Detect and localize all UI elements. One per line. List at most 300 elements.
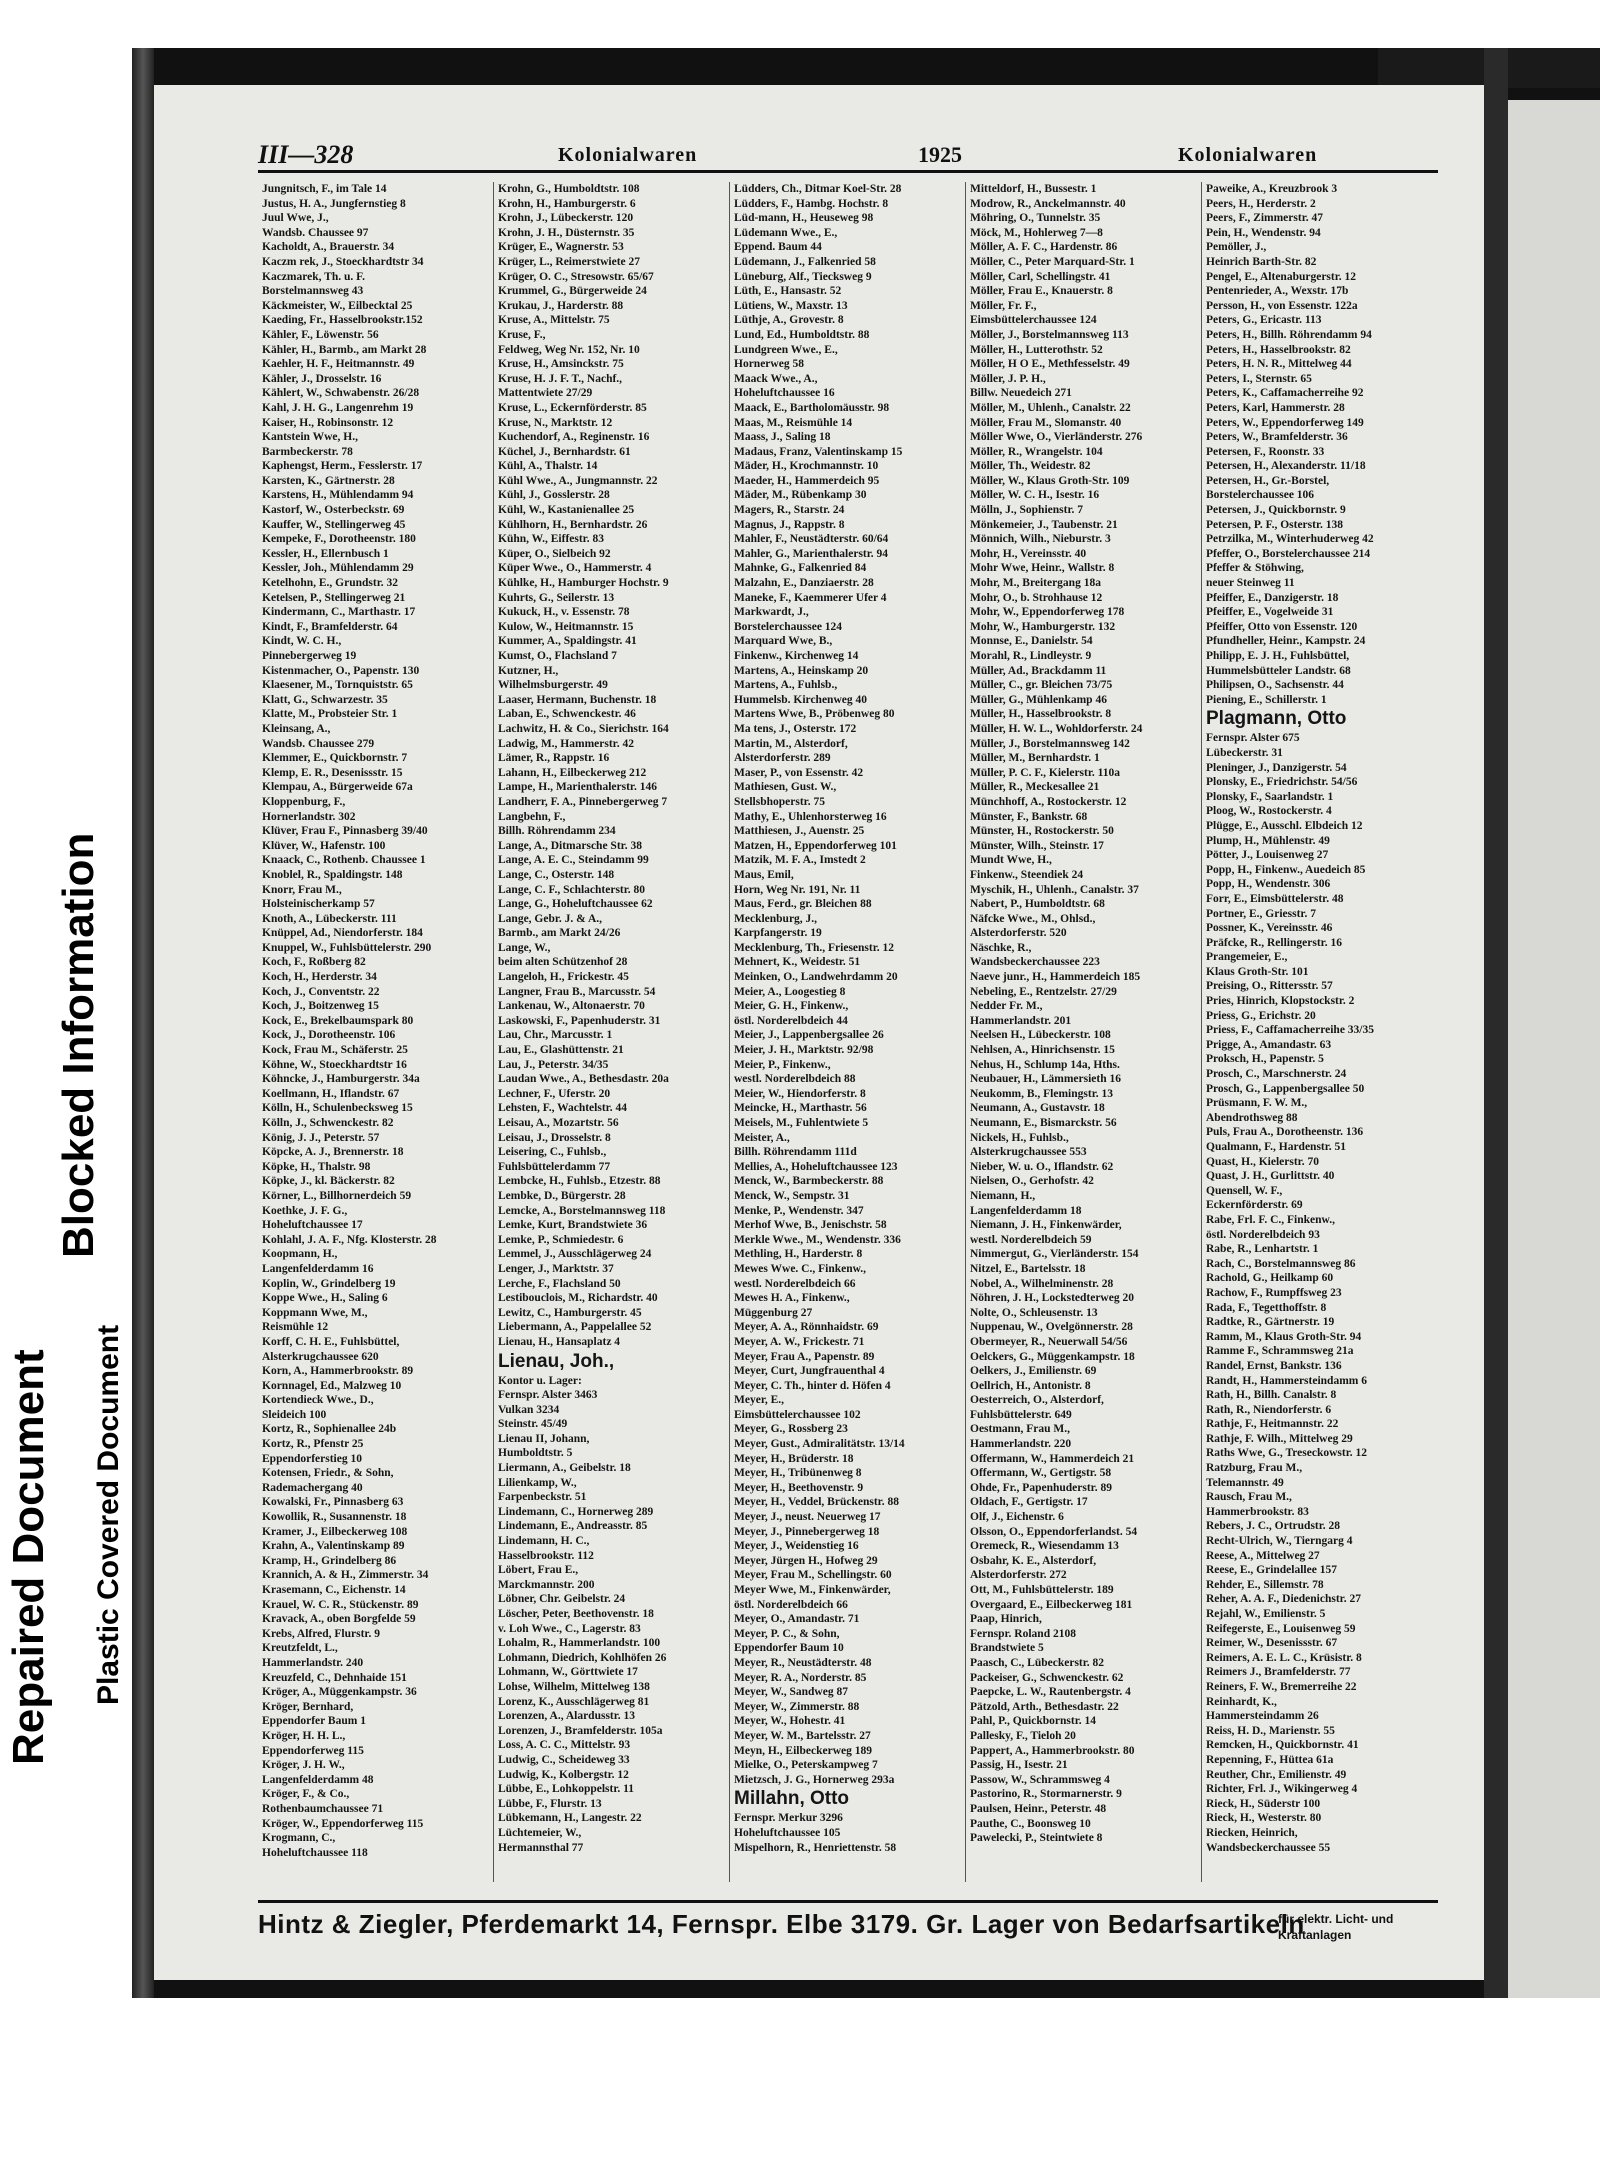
directory-entry: Lemke, Kurt, Brandstwiete 36 (498, 1219, 648, 1232)
directory-entry: Oesterreich, O., Alsterdorf, (970, 1394, 1104, 1407)
directory-entry: Maeder, H., Hammerdeich 95 (734, 474, 880, 487)
directory-entry: Mäder, H., Krochmannstr. 10 (734, 460, 879, 473)
directory-entry: Reinhardt, K., (1206, 1695, 1277, 1708)
directory-entry: Kruse, H. J. F. T., Nachf., (498, 372, 623, 385)
directory-entry: Paulsen, Heinr., Peterstr. 48 (970, 1802, 1107, 1815)
directory-entry: Meyer, Curt, Jungfrauenthal 4 (734, 1365, 885, 1378)
directory-entry: Neumann, E., Bismarckstr. 56 (970, 1117, 1117, 1129)
directory-entry: Langbehn, F., (498, 810, 566, 823)
directory-entry: Koch, H., Herderstr. 34 (262, 971, 377, 984)
directory-entry: Meyer, E., (734, 1394, 785, 1407)
directory-entry: Möller, J. P. H., (970, 372, 1046, 385)
directory-entry: Neubauer, H., Lämmersieth 16 (970, 1073, 1121, 1086)
directory-entry: Lund, Ed., Humboldtstr. 88 (734, 328, 870, 341)
directory-entry: Meyer, A. W., Frickestr. 71 (734, 1335, 865, 1348)
directory-entry: Ohde, Fr., Papenhuderstr. 89 (970, 1481, 1112, 1494)
directory-entry: Lemke, P., Schmiedestr. 6 (498, 1233, 624, 1246)
directory-entry: Martin, M., Alsterdorf, (734, 737, 848, 750)
directory-entry: Klempau, A., Bürgerweide 67a (262, 781, 413, 794)
directory-column (258, 182, 494, 1882)
directory-entry: Krohn, G., Humboldtstr. 108 (498, 183, 640, 195)
directory-entry: Pengel, E., Altenaburgerstr. 12 (1206, 270, 1357, 283)
directory-entry: Kühl, A., Thalstr. 14 (498, 460, 598, 473)
directory-entry: Meyer, Jürgen H., Hofweg 29 (734, 1554, 878, 1567)
directory-entry: Hermannsthal 77 (498, 1841, 584, 1854)
directory-entry: Rothenbaumchaussee 71 (262, 1802, 384, 1815)
directory-entry: Körner, L., Billhornerdeich 59 (262, 1189, 412, 1202)
directory-entry: Lüdders, F., Hambg. Hochstr. 8 (734, 197, 889, 210)
directory-entry: Klatt, G., Schwarzestr. 35 (262, 693, 388, 706)
directory-entry: Hammerlandstr. 240 (262, 1656, 364, 1669)
directory-entry: Randel, Ernst, Bankstr. 136 (1206, 1359, 1342, 1372)
directory-entry: Löbner, Chr. Geibelstr. 24 (498, 1593, 626, 1606)
directory-entry: Mohr, O., b. Strohhause 12 (970, 591, 1103, 604)
directory-entry: Nimmergut, G., Vierländerstr. 154 (970, 1248, 1139, 1261)
year-label: 1925 (918, 142, 962, 167)
directory-entry: Billh. Röhrendamm 234 (498, 825, 616, 838)
directory-entry: Kuchendorf, A., Reginenstr. 16 (498, 431, 650, 444)
directory-entry: Kühl, J., Gosslerstr. 28 (498, 489, 610, 502)
directory-entry: Hornerweg 58 (734, 358, 804, 371)
directory-entry: Kornnagel, Ed., Malzweg 10 (262, 1379, 402, 1392)
directory-entry: Langeloh, H., Frickestr. 45 (498, 971, 629, 984)
directory-entry: Lilienkamp, W., (498, 1476, 577, 1489)
directory-entry: Kistenmacher, O., Papenstr. 130 (262, 664, 420, 677)
directory-page (154, 85, 1484, 1980)
directory-entry: Meier, P., Finkenw., (734, 1058, 831, 1071)
directory-entry: Meier, W., Hiendorferstr. 8 (734, 1087, 866, 1100)
directory-entry: Meyer, Frau M., Schellingstr. 60 (734, 1569, 892, 1582)
directory-entry: Mecklenburg, Th., Friesenstr. 12 (734, 941, 895, 954)
directory-entry: Laudan Wwe., A., Bethesdastr. 20a (498, 1073, 669, 1086)
directory-entry: Meyer, H., Beethovenstr. 9 (734, 1481, 864, 1494)
directory-entry: Kuhrts, G., Seilerstr. 13 (498, 591, 615, 604)
directory-entry: Kleinsang, A., (262, 722, 331, 735)
directory-entry: Meisels, M., Fuhlentwiete 5 (734, 1117, 869, 1129)
directory-entry: Lohse, Wilhelm, Mittelweg 138 (498, 1680, 650, 1693)
directory-entry: Rejahl, W., Emilienstr. 5 (1206, 1608, 1326, 1620)
directory-entry: Lange, W., (498, 941, 551, 954)
directory-entry: Kindt, W. C. H., (262, 635, 342, 648)
directory-entry: Preising, O., Rittersstr. 57 (1206, 980, 1333, 993)
directory-entry: Loss, A. C. C., Mittelstr. 93 (498, 1739, 631, 1752)
directory-entry: Löscher, Peter, Beethovenstr. 18 (498, 1608, 654, 1620)
directory-entry: Laban, E., Schwenckestr. 46 (498, 708, 636, 721)
directory-entry: Hammerlandstr. 220 (970, 1438, 1072, 1451)
directory-entry: Langner, Frau B., Marcusstr. 54 (498, 985, 656, 998)
directory-entry: Passow, W., Schrammsweg 4 (970, 1773, 1110, 1786)
directory-entry: Kröger, A., Müggenkampstr. 36 (262, 1686, 417, 1699)
directory-entry: Rausch, Frau M., (1206, 1491, 1292, 1504)
directory-entry: Kindt, F., Bramfelderstr. 64 (262, 620, 398, 633)
directory-entry: Kaeding, Fr., Hasselbrookstr.152 (262, 314, 423, 327)
directory-entry: Billh. Röhrendamm 111d (734, 1146, 857, 1159)
directory-entry: Petersen, P. F., Osterstr. 138 (1206, 518, 1344, 531)
directory-entry: Meyer, J., Weidenstieg 16 (734, 1540, 859, 1553)
directory-entry: Lau, J., Peterstr. 34/35 (498, 1058, 609, 1071)
directory-entry: Pein, H., Wendenstr. 94 (1206, 226, 1321, 239)
directory-entry: Ramme F., Schrammsweg 21a (1206, 1345, 1354, 1358)
directory-entry: Meyer, Frau A., Papenstr. 89 (734, 1350, 875, 1363)
directory-entry: Philipp, E. J. H., Fuhlsbüttel, (1206, 650, 1350, 662)
directory-entry: Raths Wwe, G., Treseckowstr. 12 (1206, 1447, 1367, 1460)
directory-entry: Eppendorfer Baum 10 (734, 1642, 844, 1655)
directory-entry: Kühlhorn, H., Bernhardstr. 26 (498, 518, 648, 531)
directory-entry: Wilhelmsburgerstr. 49 (498, 679, 608, 692)
directory-entry: Hoheluftchaussee 118 (262, 1846, 368, 1859)
directory-entry: Krauel, W. C. R., Stückenstr. 89 (262, 1598, 419, 1611)
directory-entry: Pemöller, J., (1206, 241, 1267, 254)
directory-entry: Müller, R., Meckesallee 21 (970, 781, 1100, 794)
directory-entry: Knüppel, Ad., Niendorferstr. 184 (262, 927, 423, 940)
directory-entry: Krohn, J. H., Düsternstr. 35 (498, 226, 635, 239)
directory-entry: Mohr Wwe, Heinr., Wallstr. 8 (970, 562, 1115, 575)
directory-entry: Köhncke, J., Hamburgerstr. 34a (262, 1073, 420, 1086)
directory-entry: Landherr, F. A., Pinnebergerweg 7 (498, 795, 668, 808)
directory-entry: Mecklenburg, J., (734, 912, 818, 925)
directory-entry: Lüth, E., Hansastr. 52 (734, 285, 842, 298)
directory-entry: östl. Norderelbdeich 93 (1206, 1228, 1320, 1241)
directory-entry: Meyer, R., Neustädterstr. 48 (734, 1656, 872, 1669)
directory-entry: Küchel, J., Bernhardstr. 61 (498, 445, 631, 458)
directory-entry: Pfeiffer, Otto von Essenstr. 120 (1206, 620, 1358, 633)
directory-entry: Meinken, O., Landwehrdamm 20 (734, 971, 898, 984)
directory-entry: Nedder Fr. M., (970, 1000, 1043, 1013)
directory-entry: Prangemeier, E., (1206, 951, 1288, 964)
directory-entry: Pries, Hinrich, Klopstockstr. 2 (1206, 995, 1355, 1008)
directory-entry: Ladwig, M., Hammerstr. 42 (498, 737, 634, 750)
directory-entry: Radtke, R., Gärtnerstr. 19 (1206, 1316, 1335, 1329)
directory-entry: Kühl Wwe., A., Jungmannstr. 22 (498, 474, 658, 487)
directory-entry: Hummelsbütteler Landstr. 68 (1206, 664, 1351, 677)
directory-entry: Wandsb. Chaussee 279 (262, 737, 375, 750)
directory-entry: Kummer, A., Spaldingstr. 41 (498, 635, 637, 648)
directory-entry: Plagmann, Otto (1206, 708, 1347, 730)
directory-entry: Kock, Frau M., Schäferstr. 25 (262, 1044, 408, 1057)
directory-entry: Maneke, F., Kaemmerer Ufer 4 (734, 591, 887, 604)
directory-entry: Nobel, A., Wilhelminenstr. 28 (970, 1277, 1114, 1290)
directory-entry: Menke, P., Wendenstr. 347 (734, 1204, 864, 1217)
directory-entry: Reiss, H. D., Marienstr. 55 (1206, 1724, 1335, 1737)
directory-entry: Mohr, W., Eppendorferweg 178 (970, 606, 1125, 619)
directory-entry: Näfcke Wwe., M., Ohlsd., (970, 912, 1096, 925)
directory-entry: Meyer, W., Sandweg 87 (734, 1686, 848, 1699)
directory-entry: Reimers J., Bramfelderstr. 77 (1206, 1666, 1351, 1679)
directory-entry: Maus, Ferd., gr. Bleichen 88 (734, 898, 872, 911)
directory-entry: Müller, P. C. F., Kielerstr. 110a (970, 766, 1121, 779)
directory-entry: Possner, K., Vereinsstr. 46 (1206, 922, 1333, 935)
directory-entry: Maus, Emil, (734, 868, 794, 881)
directory-entry: Lembcke, H., Fuhlsb., Etzestr. 88 (498, 1175, 661, 1188)
directory-entry: Petersen, H., Alexanderstr. 11/18 (1206, 460, 1366, 473)
directory-entry: Reese, A., Mittelweg 27 (1206, 1549, 1320, 1562)
directory-entry: Matthiesen, J., Auenstr. 25 (734, 825, 865, 838)
directory-entry: Rehder, E., Sillemstr. 78 (1206, 1578, 1324, 1591)
directory-entry: Kumst, O., Flachsland 7 (498, 650, 617, 662)
directory-entry: Packeiser, G., Schwenckestr. 62 (970, 1671, 1124, 1684)
directory-entry: Alsterdorferstr. 289 (734, 752, 831, 765)
directory-entry: Lemcke, A., Borstelmannsweg 118 (498, 1204, 666, 1217)
directory-entry: Lehsten, F., Wachtelstr. 44 (498, 1102, 627, 1115)
directory-entry: Nehlsen, A., Hinrichsenstr. 15 (970, 1044, 1115, 1057)
directory-entry: Mönkemeier, J., Taubenstr. 21 (970, 518, 1118, 531)
directory-entry: Morahl, R., Lindleystr. 9 (970, 650, 1092, 662)
directory-entry: Paasch, C., Lübeckerstr. 82 (970, 1656, 1105, 1669)
directory-entry: Peters, H. N. R., Mittelweg 44 (1206, 358, 1352, 371)
directory-entry: Meyer, C. Th., hinter d. Höfen 4 (734, 1379, 891, 1392)
directory-entry: Klaesener, M., Tornquiststr. 65 (262, 679, 413, 692)
directory-entry: Pahl, P., Quickbornstr. 14 (970, 1715, 1096, 1728)
directory-entry: Ploog, W., Rostockerstr. 4 (1206, 805, 1332, 818)
directory-entry: Reese, E., Grindelallee 157 (1206, 1564, 1337, 1577)
directory-entry: Neukomm, B., Flemingstr. 13 (970, 1087, 1114, 1100)
directory-entry: Kählert, W., Schwabenstr. 26/28 (262, 387, 420, 400)
directory-entry: Rieck, H., Süderstr 100 (1206, 1797, 1321, 1810)
directory-entry: Lerche, F., Flachsland 50 (498, 1277, 621, 1290)
directory-entry: Meyer, W. M., Bartelsstr. 27 (734, 1729, 871, 1742)
directory-entry: Kulow, W., Heitmannstr. 15 (498, 620, 634, 633)
directory-entry: Nitzel, E., Bartelsstr. 18 (970, 1262, 1086, 1275)
directory-columns (258, 182, 1438, 1882)
directory-entry: Kaczmarek, Th. u. F. (262, 270, 365, 283)
directory-entry: östl. Norderelbdeich 44 (734, 1014, 848, 1027)
directory-entry: Paweike, A., Kreuzbrook 3 (1206, 183, 1338, 195)
directory-entry: Mielke, O., Peterskampweg 7 (734, 1759, 878, 1772)
directory-entry: Barmbeckerstr. 78 (262, 445, 353, 458)
directory-entry: Lübbe, F., Flurstr. 13 (498, 1797, 602, 1810)
directory-entry: neuer Steinweg 11 (1206, 577, 1295, 590)
directory-entry: Mahler, G., Marienthalerstr. 94 (734, 547, 889, 560)
directory-entry: Kloppenburg, F., (262, 795, 346, 808)
directory-entry: Proksch, H., Papenstr. 5 (1206, 1053, 1324, 1066)
directory-entry: Marquard Wwe, B., (734, 635, 833, 648)
directory-entry: Krohn, H., Hamburgerstr. 6 (498, 197, 636, 210)
directory-entry: Lange, A. E. C., Steindamm 99 (498, 854, 649, 867)
directory-entry: Lüdemann, J., Falkenried 58 (734, 255, 876, 268)
directory-entry: Eppend. Baum 44 (734, 241, 822, 254)
directory-entry: Lange, C. F., Schlachterstr. 80 (498, 883, 646, 896)
directory-entry: Koch, J., Boitzenweg 15 (262, 1000, 379, 1013)
directory-entry: Kessler, Joh., Mühlendamm 29 (262, 562, 414, 575)
directory-entry: Nehus, H., Schlump 14a, Hths. (970, 1058, 1120, 1071)
directory-entry: Kruse, N., Marktstr. 12 (498, 416, 613, 429)
directory-entry: Marckmannstr. 200 (498, 1578, 595, 1591)
directory-entry: Alsterdorferstr. 272 (970, 1569, 1067, 1582)
directory-entry: Malzahn, E., Danziaerstr. 28 (734, 577, 874, 590)
directory-entry: Mundt Wwe, H., (970, 854, 1052, 867)
directory-entry: Karstens, H., Mühlendamm 94 (262, 489, 414, 502)
directory-entry: Pätzold, Arth., Bethesdastr. 22 (970, 1700, 1119, 1713)
directory-entry: Korn, A., Hammerbrookstr. 89 (262, 1365, 414, 1378)
directory-entry: Neumann, A., Gustavstr. 18 (970, 1102, 1105, 1115)
directory-entry: Lohmann, Diedrich, Kohlhöfen 26 (498, 1651, 667, 1664)
directory-entry: Madaus, Franz, Valentinskamp 15 (734, 445, 903, 458)
directory-entry: Lindemann, C., Hornerweg 289 (498, 1505, 654, 1518)
directory-entry: Koch, F., Roßberg 82 (262, 956, 366, 969)
directory-entry: Liermann, A., Geibelstr. 18 (498, 1462, 631, 1475)
directory-entry: Nickels, H., Fuhlsb., (970, 1131, 1069, 1144)
directory-entry: Popp, H., Wendenstr. 306 (1206, 878, 1331, 891)
directory-entry: Müller, H., Hasselbrookstr. 8 (970, 708, 1112, 721)
directory-entry: Rieck, H., Westerstr. 80 (1206, 1812, 1322, 1825)
directory-entry: Meier, G. H., Finkenw., (734, 1000, 849, 1013)
directory-entry: Kastorf, W., Osterbeckstr. 69 (262, 504, 405, 517)
directory-entry: Kühlke, H., Hamburger Hochstr. 9 (498, 577, 669, 590)
directory-entry: Meyn, H., Eilbeckerweg 189 (734, 1744, 872, 1757)
directory-entry: Vulkan 3234 (498, 1403, 560, 1416)
directory-entry: Küper Wwe., O., Hammerstr. 4 (498, 562, 652, 575)
directory-entry: Möller, W., Klaus Groth-Str. 109 (970, 474, 1130, 487)
directory-entry: Meyer, A. A., Rönnhaidstr. 69 (734, 1321, 879, 1334)
directory-entry: Hoheluftchaussee 16 (734, 387, 835, 400)
directory-entry: Petersen, J., Quickbornstr. 9 (1206, 504, 1346, 517)
directory-entry: Modrow, R., Anckelmannstr. 40 (970, 197, 1126, 210)
directory-entry: Mönnich, Wilh., Nieburstr. 3 (970, 533, 1111, 546)
directory-entry: Köpke, H., Thalstr. 98 (262, 1160, 371, 1173)
directory-entry: Hasselbrookstr. 112 (498, 1549, 594, 1562)
directory-entry: Peers, H., Herderstr. 2 (1206, 197, 1316, 210)
directory-entry: Köpcke, A. J., Brennerstr. 18 (262, 1146, 404, 1159)
directory-entry: Eimsbüttelerchaussee 124 (970, 314, 1097, 327)
directory-entry: Nabert, P., Humboldtstr. 68 (970, 898, 1105, 911)
directory-entry: Krüger, L., Reimerstwiete 27 (498, 255, 641, 268)
directory-entry: Pauthe, C., Boonsweg 10 (970, 1817, 1091, 1830)
directory-entry: Reimer, W., Desenissstr. 67 (1206, 1637, 1338, 1650)
directory-entry: Kindermann, C., Marthastr. 17 (262, 606, 416, 619)
directory-entry: Maack Wwe., A., (734, 372, 818, 385)
directory-entry: Münster, Wilh., Steinstr. 17 (970, 839, 1104, 852)
directory-entry: Peters, H., Billh. Röhrendamm 94 (1206, 328, 1372, 341)
directory-entry: Lundgreen Wwe., E., (734, 343, 838, 356)
directory-entry: Meyer, W., Hohestr. 41 (734, 1715, 846, 1728)
directory-entry: Münster, H., Rostockerstr. 50 (970, 825, 1114, 838)
directory-entry: Peers, F., Zimmerstr. 47 (1206, 212, 1323, 225)
directory-entry: Karsten, K., Gärtnerstr. 28 (262, 474, 395, 487)
directory-entry: Krogmann, C., (262, 1832, 336, 1845)
directory-entry: Martens Wwe, B., Pröbenweg 80 (734, 708, 895, 721)
directory-entry: Müller, M., Bernhardstr. 1 (970, 752, 1100, 765)
directory-entry: Abendrothsweg 88 (1206, 1111, 1298, 1124)
directory-entry: Olf, J., Eichenstr. 6 (970, 1511, 1064, 1524)
directory-entry: Mellies, A., Hoheluftchaussee 123 (734, 1160, 898, 1173)
directory-entry: Müggenburg 27 (734, 1306, 813, 1319)
directory-entry: Laaser, Hermann, Buchenstr. 18 (498, 693, 657, 706)
directory-entry: Kortendieck Wwe., D., (262, 1394, 374, 1407)
directory-entry: Klemmer, E., Quickbornstr. 7 (262, 752, 408, 765)
directory-entry: Rademachergang 40 (262, 1481, 363, 1494)
directory-entry: Pleninger, J., Danzigerstr. 54 (1206, 761, 1347, 774)
directory-entry: Alsterkrugchaussee 553 (970, 1146, 1087, 1159)
directory-entry: Rada, F., Tegetthoffstr. 8 (1206, 1301, 1327, 1314)
directory-entry: Kröger, J. H. W., (262, 1759, 345, 1772)
directory-entry: Kowalski, Fr., Pinnasberg 63 (262, 1496, 404, 1509)
directory-entry: Borstelerchaussee 106 (1206, 489, 1315, 502)
directory-entry: Kähler, J., Drosselstr. 16 (262, 372, 382, 385)
directory-entry: Meyer, O., Amandastr. 71 (734, 1613, 860, 1626)
directory-entry: Kahl, J. H. G., Langenrehm 19 (262, 401, 414, 414)
directory-entry: Telemannstr. 49 (1206, 1476, 1284, 1489)
directory-entry: Brandstwiete 5 (970, 1642, 1044, 1655)
directory-entry: Kruse, L., Eckernförderstr. 85 (498, 401, 647, 414)
directory-entry: Knaack, C., Rothenb. Chaussee 1 (262, 854, 426, 867)
directory-entry: Priess, G., Erichstr. 20 (1206, 1009, 1316, 1022)
directory-entry: Krukau, J., Harderstr. 88 (498, 299, 624, 312)
directory-entry: Priess, F., Caffamacherreihe 33/35 (1206, 1024, 1374, 1037)
directory-entry: Lenger, J., Marktstr. 37 (498, 1262, 614, 1275)
directory-entry: Möller, R., Wrangelstr. 104 (970, 445, 1103, 458)
directory-entry: beim alten Schützenhof 28 (498, 956, 628, 969)
directory-entry: Myschik, H., Uhlenh., Canalstr. 37 (970, 883, 1139, 896)
directory-entry: Koch, J., Conventstr. 22 (262, 985, 380, 998)
directory-entry: Kaehler, H. F., Heitmannstr. 49 (262, 358, 415, 371)
directory-entry: Lorenzen, A., Alardusstr. 13 (498, 1710, 636, 1723)
directory-entry: Persson, H., von Essenstr. 122a (1206, 299, 1358, 312)
directory-entry: Plonsky, F., Saarlandstr. 1 (1206, 790, 1334, 803)
directory-entry: Meier, J. H., Marktstr. 92/98 (734, 1044, 874, 1057)
directory-entry: Präfcke, R., Rellingerstr. 16 (1206, 936, 1342, 949)
right-page-gutter (1484, 48, 1508, 1998)
directory-entry: Meyer, J., Pinnebergerweg 18 (734, 1525, 880, 1538)
directory-entry: Möller, Fr. F., (970, 299, 1037, 312)
directory-entry: Rachold, G., Heilkamp 60 (1206, 1272, 1334, 1285)
directory-entry: Mohr, W., Hamburgerstr. 132 (970, 620, 1116, 633)
directory-entry: Methling, H., Harderstr. 8 (734, 1248, 863, 1261)
directory-entry: Möller, W. C. H., Isestr. 16 (970, 489, 1100, 502)
directory-entry: Borstelmannsweg 43 (262, 285, 364, 298)
directory-entry: Mölln, J., Sophienstr. 7 (970, 504, 1084, 517)
directory-entry: Kramer, J., Eilbeckerweg 108 (262, 1525, 408, 1538)
directory-entry: Leisau, A., Mozartstr. 56 (498, 1117, 619, 1129)
directory-entry: Meyer Wwe, M., Finkenwärder, (734, 1584, 891, 1596)
directory-entry: Kühn, W., Eiffestr. 83 (498, 533, 604, 546)
directory-entry: Ludwig, C., Scheideweg 33 (498, 1753, 630, 1766)
directory-entry: Pastorino, R., Stormarnerstr. 9 (970, 1788, 1122, 1801)
advertisement-footer (258, 1900, 1438, 1949)
directory-entry: Löbert, Frau E., (498, 1564, 579, 1577)
directory-entry: Sleideich 100 (262, 1408, 327, 1421)
directory-entry: Reher, A. A. F., Diedenichstr. 27 (1206, 1593, 1361, 1606)
directory-entry: Krummel, G., Bürgerweide 24 (498, 285, 647, 298)
directory-entry: Fernspr. Merkur 3296 (734, 1812, 843, 1825)
directory-entry: Lohalm, R., Hammerlandstr. 100 (498, 1637, 661, 1650)
directory-entry: Möller, A. F. C., Hardenstr. 86 (970, 241, 1118, 254)
directory-entry: Fernspr. Alster 3463 (498, 1389, 598, 1402)
directory-entry: Kaczm rek, J., Stoeckhardtstr 34 (262, 255, 424, 268)
directory-entry: Koppe Wwe., H., Saling 6 (262, 1292, 388, 1305)
directory-entry: Kantstein Wwe, H., (262, 431, 358, 444)
directory-entry: Lewitz, C., Hamburgerstr. 45 (498, 1306, 642, 1319)
directory-entry: König, J. J., Peterstr. 57 (262, 1131, 380, 1144)
repaired-document-label: Repaired Document (4, 1349, 53, 1765)
directory-entry: Peters, G., Ericastr. 113 (1206, 314, 1322, 327)
directory-entry: Karpfangerstr. 19 (734, 927, 822, 940)
directory-entry: Hammersteindamm 26 (1206, 1710, 1319, 1723)
directory-entry: Köpke, J., kl. Bäckerstr. 82 (262, 1175, 395, 1188)
directory-entry: Reimers, A. E. L. C., Krüsistr. 8 (1206, 1651, 1362, 1664)
directory-entry: Peters, Karl, Hammerstr. 28 (1206, 401, 1345, 414)
directory-entry: Oelkers, J., Emilienstr. 69 (970, 1365, 1097, 1378)
directory-entry: Reuther, Chr., Emilienstr. 49 (1206, 1768, 1347, 1781)
directory-entry: Puls, Frau A., Dorotheenstr. 136 (1206, 1126, 1364, 1139)
directory-entry: Hornerlandstr. 302 (262, 810, 356, 823)
directory-entry: Lindemann, E., Andreasstr. 85 (498, 1520, 648, 1533)
directory-entry: Randt, H., Hammersteindamm 6 (1206, 1374, 1367, 1387)
directory-entry: Kock, J., Dorotheenstr. 106 (262, 1029, 396, 1042)
directory-entry: Kröger, W., Eppendorferweg 115 (262, 1817, 424, 1830)
directory-entry: Koellmann, H., Iflandstr. 67 (262, 1087, 400, 1100)
directory-entry: Möller, Th., Weidestr. 82 (970, 460, 1091, 473)
directory-entry: Matzik, M. F. A., Imstedt 2 (734, 854, 866, 867)
